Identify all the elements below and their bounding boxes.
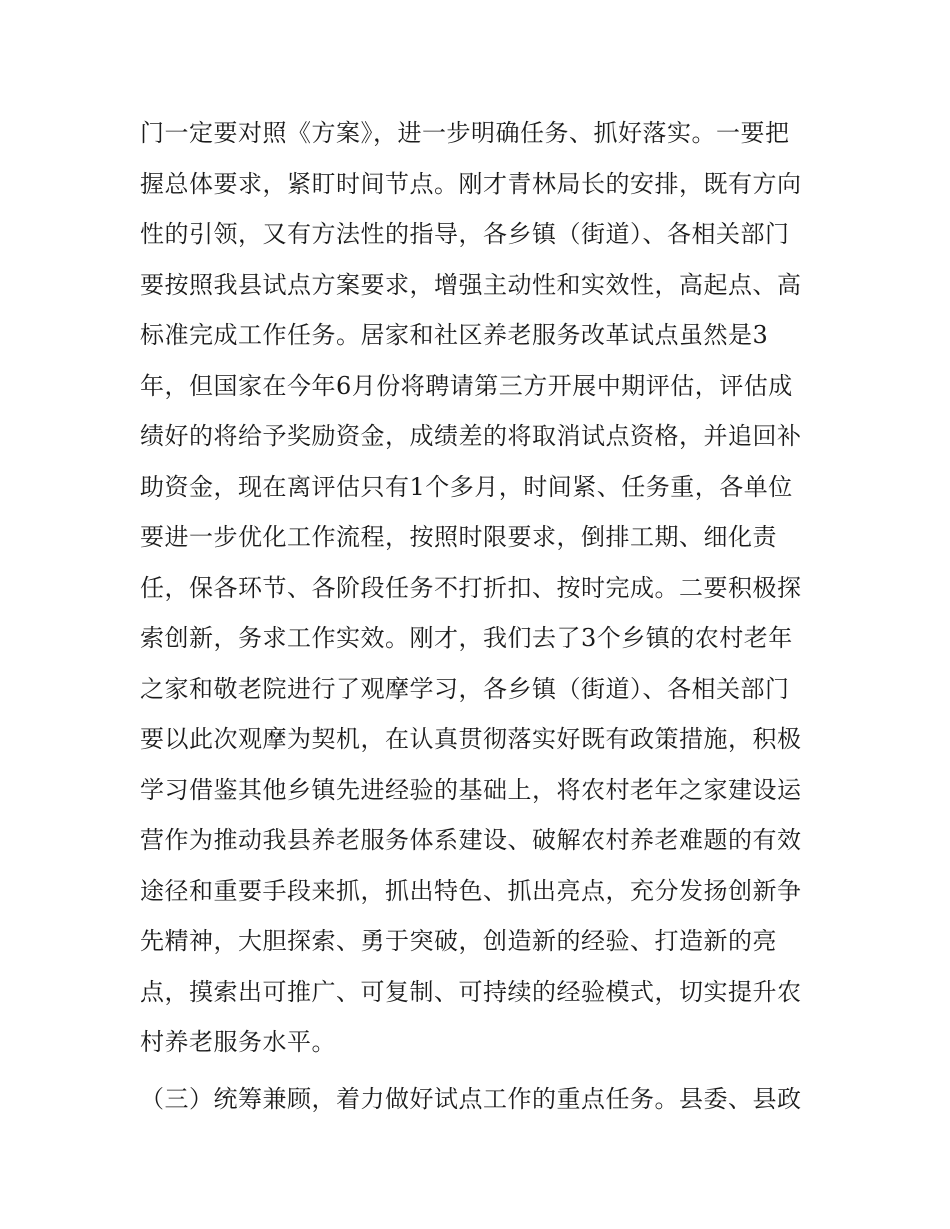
text-line: 之家和敬老院进行了观摩学习，各乡镇（街道）、各相关部门 bbox=[140, 674, 790, 703]
text-line: 标准完成工作任务。居家和社区养老服务改革试点虽然是3 bbox=[140, 321, 769, 349]
text-line: 年，但国家在今年6月份将聘请第三方开展中期评估，评估成 bbox=[140, 371, 793, 400]
text-line: 途径和重要手段来抓，抓出特色、抓出亮点，充分发扬创新争 bbox=[140, 876, 802, 905]
text-line: 门一定要对照《方案》，进一步明确任务、抓好落实。一要把 bbox=[140, 119, 790, 147]
text-line: 学习借鉴其他乡镇先进经验的基础上，将农村老年之家建设运 bbox=[140, 775, 802, 804]
text-line: 要进一步优化工作流程，按照时限要求，倒排工期、细化责 bbox=[140, 523, 777, 551]
text-line: 点，摸索出可推广、可复制、可持续的经验模式，切实提升农 bbox=[140, 977, 802, 1006]
text-line: 营作为推动我县养老服务体系建设、破解农村养老难题的有效 bbox=[140, 826, 802, 854]
paragraph-2 bbox=[140, 1074, 820, 1125]
paragraph-1 bbox=[140, 108, 820, 1068]
text-line: 村养老服务水平。 bbox=[140, 1028, 336, 1056]
body-text bbox=[140, 108, 820, 1124]
text-line: 要以此次观摩为契机，在认真贯彻落实好既有政策措施，积极 bbox=[140, 725, 802, 753]
text-line: 助资金，现在离评估只有1个多月，时间紧、任务重，各单位 bbox=[140, 472, 793, 501]
text-line: 先精神，大胆探索、勇于突破，创造新的经验、打造新的亮 bbox=[140, 927, 777, 955]
text-line: 性的引领，又有方法性的指导，各乡镇（街道）、各相关部门 bbox=[140, 220, 790, 248]
text-line: 索创新，务求工作实效。刚才，我们去了3个乡镇的农村老年 bbox=[140, 624, 793, 652]
text-line: 握总体要求，紧盯时间节点。刚才青林局长的安排，既有方向 bbox=[140, 169, 802, 198]
text-line: 要按照我县试点方案要求，增强主动性和实效性，高起点、高 bbox=[140, 270, 802, 299]
text-line: （三）统筹兼顾，着力做好试点工作的重点任务。县委、县政 bbox=[140, 1084, 802, 1113]
text-line: 绩好的将给予奖励资金，成绩差的将取消试点资格，并追回补 bbox=[140, 422, 802, 450]
text-line: 任，保各环节、各阶段任务不打折扣、按时完成。二要积极探 bbox=[140, 573, 802, 602]
